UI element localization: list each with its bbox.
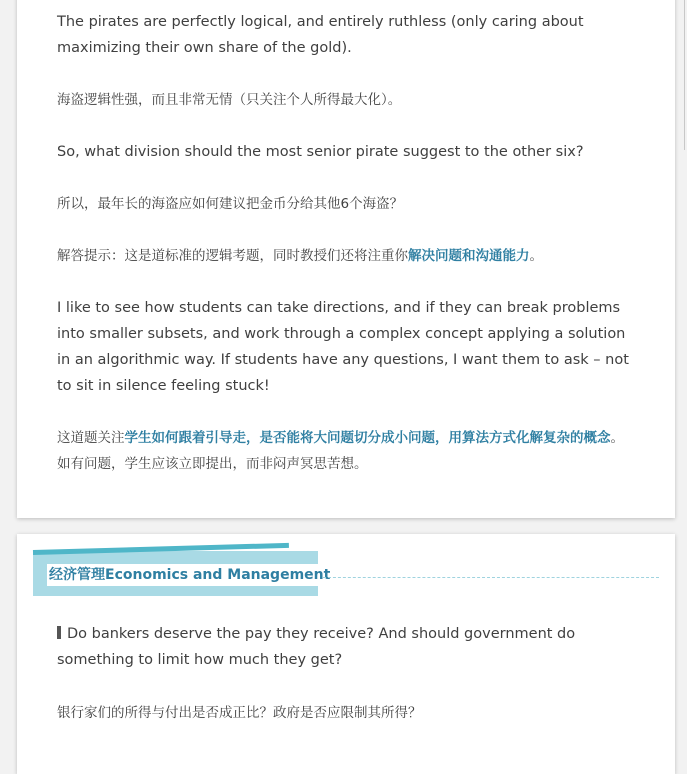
summary-end: 。如有问题，学生应该立即提出，而非闷声冥思苦想。	[57, 430, 624, 472]
paragraph-bankers-question	[57, 621, 637, 673]
summary-text: 这道题关注	[57, 430, 125, 446]
paragraph-pirates-logic: The pirates are perfectly logical, and entirely ruthless (only caring about maximizing their own share of the gold).	[57, 14, 584, 56]
section-heading	[33, 548, 661, 596]
paragraph-bankers-question-zh: 银行家们的所得与付出是否成正比？政府是否应限制其所得？	[57, 705, 422, 721]
paragraph-question-zh: 所以，最年长的海盗应如何建议把金币分给其他6个海盗？	[57, 196, 404, 212]
paragraph-question: So, what division should the most senior pirate suggest to the other six?	[57, 144, 584, 160]
paragraph-hint-zh	[57, 243, 637, 269]
article-card-economics	[17, 534, 675, 774]
paragraph-summary-zh	[57, 425, 637, 477]
hint-text: 解答提示：这是道标准的逻辑考题，同时教授们还将注重你	[57, 248, 408, 264]
quote-bar-icon	[57, 626, 61, 639]
summary-highlight: 学生如何跟着引导走，是否能将大问题切分成小问题，用算法方式化解复杂的概念	[124, 430, 611, 446]
bankers-question-text: Do bankers deserve the pay they receive? And should government do something to limit how much they get?	[57, 626, 576, 668]
hint-highlight: 解决问题和沟通能力	[408, 248, 530, 264]
scrollbar-edge[interactable]	[684, 0, 685, 150]
paragraph-pirates-logic-zh: 海盗逻辑性强，而且非常无情（只关注个人所得最大化）。	[57, 92, 402, 108]
section-heading-divider	[323, 577, 659, 578]
paragraph-professor-quote: I like to see how students can take directions, and if they can break problems into smaller subsets, and work through a complex concept applying a solution in an algorithmic way. If students have any questions, I want them to ask – not to sit in silence feeling stuck!	[57, 300, 629, 394]
article-card	[17, 0, 675, 518]
section-heading-label: 经济管理Economics and Management	[47, 564, 332, 586]
hint-end: 。	[529, 248, 543, 264]
